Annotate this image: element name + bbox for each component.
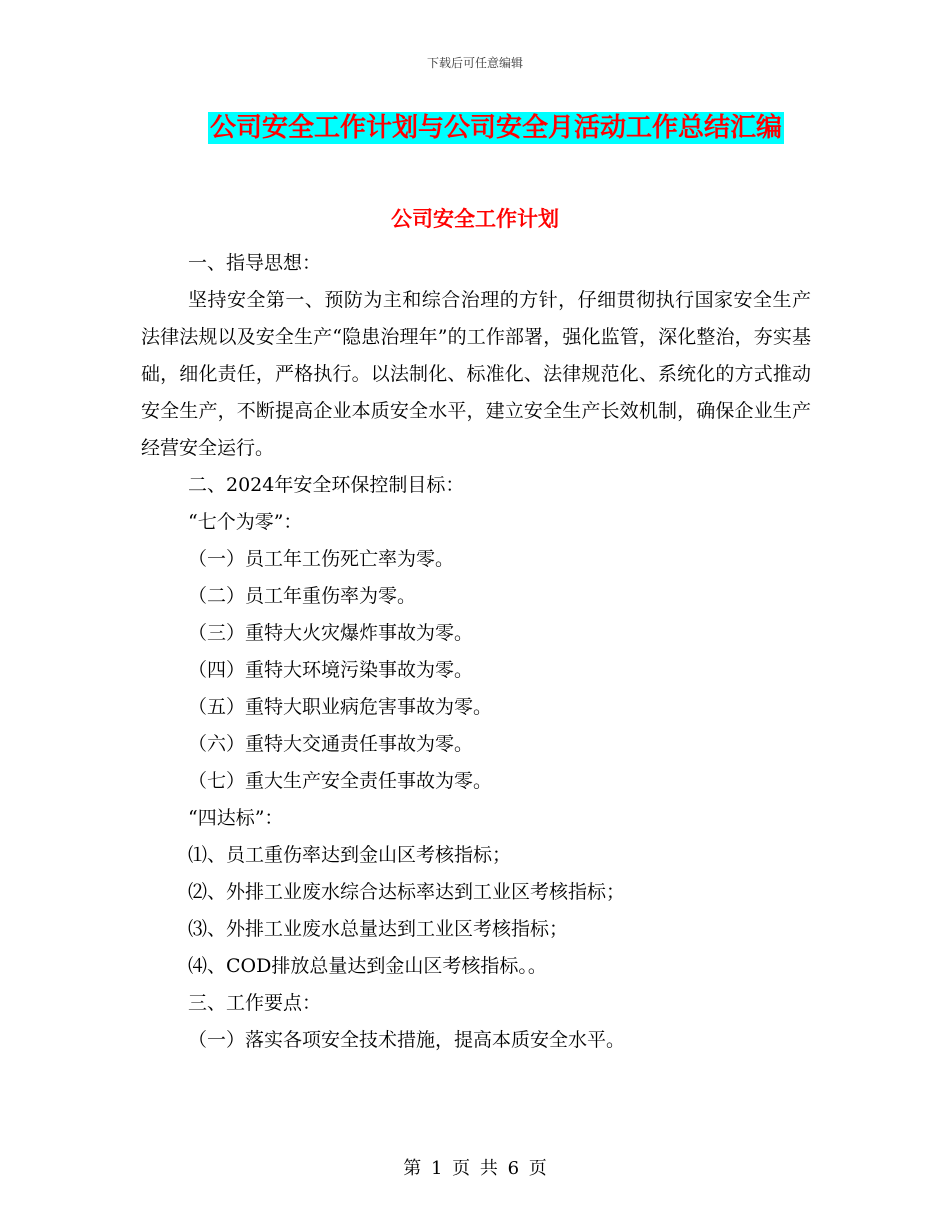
list-item: （二）员工年重伤率为零。: [188, 585, 417, 607]
list-item: ⑶、外排工业废水总量达到工业区考核指标；: [188, 918, 569, 940]
heading-control-targets: 二、2024年安全环保控制目标：: [188, 474, 465, 496]
document-title: 公司安全工作计划与公司安全月活动工作总结汇编: [210, 113, 783, 143]
page-footer: 第 1 页 共 6 页: [403, 1158, 547, 1179]
paragraph-guiding-ideology: 坚持安全第一、预防为主和综合治理的方针，仔细贯彻执行国家安全生产法律法规以及安全生产“隐患治理年”的工作部署，强化监管，深化整治，夯实基础，细化责任，严格执行。以法制化、标准化、法律规范化、系统化的方式推动安全生产，不断提高企业本质安全水平，建立安全生产长效机制，确保企业生产经营安全运行。: [141, 289, 811, 459]
section-title: 公司安全工作计划: [391, 207, 559, 231]
heading-guiding-ideology: 一、指导思想：: [188, 252, 322, 274]
list-item: （五）重特大职业病危害事故为零。: [188, 696, 493, 718]
list-item: （三）重特大火灾爆炸事故为零。: [188, 622, 474, 644]
list-item: （六）重特大交通责任事故为零。: [188, 733, 474, 755]
document-body: [141, 245, 811, 1059]
list-item: （四）重特大环境污染事故为零。: [188, 659, 474, 681]
heading-work-points: 三、工作要点：: [188, 992, 322, 1014]
list-item: ⑷、COD排放总量达到金山区考核指标。。: [188, 955, 547, 977]
list-item: ⑵、外排工业废水综合达标率达到工业区考核指标；: [188, 881, 626, 903]
list-item: （一）员工年工伤死亡率为零。: [188, 548, 455, 570]
list-item: （七）重大生产安全责任事故为零。: [188, 770, 493, 792]
list-item: （一）落实各项安全技术措施，提高本质安全水平。: [188, 1029, 626, 1051]
list-item: ⑴、员工重伤率达到金山区考核指标；: [188, 844, 512, 866]
header-note: 下载后可任意编辑: [426, 56, 523, 70]
list-heading-seven-zeros: “七个为零”：: [188, 511, 303, 533]
list-heading-four-standards: “四达标”：: [188, 807, 284, 829]
